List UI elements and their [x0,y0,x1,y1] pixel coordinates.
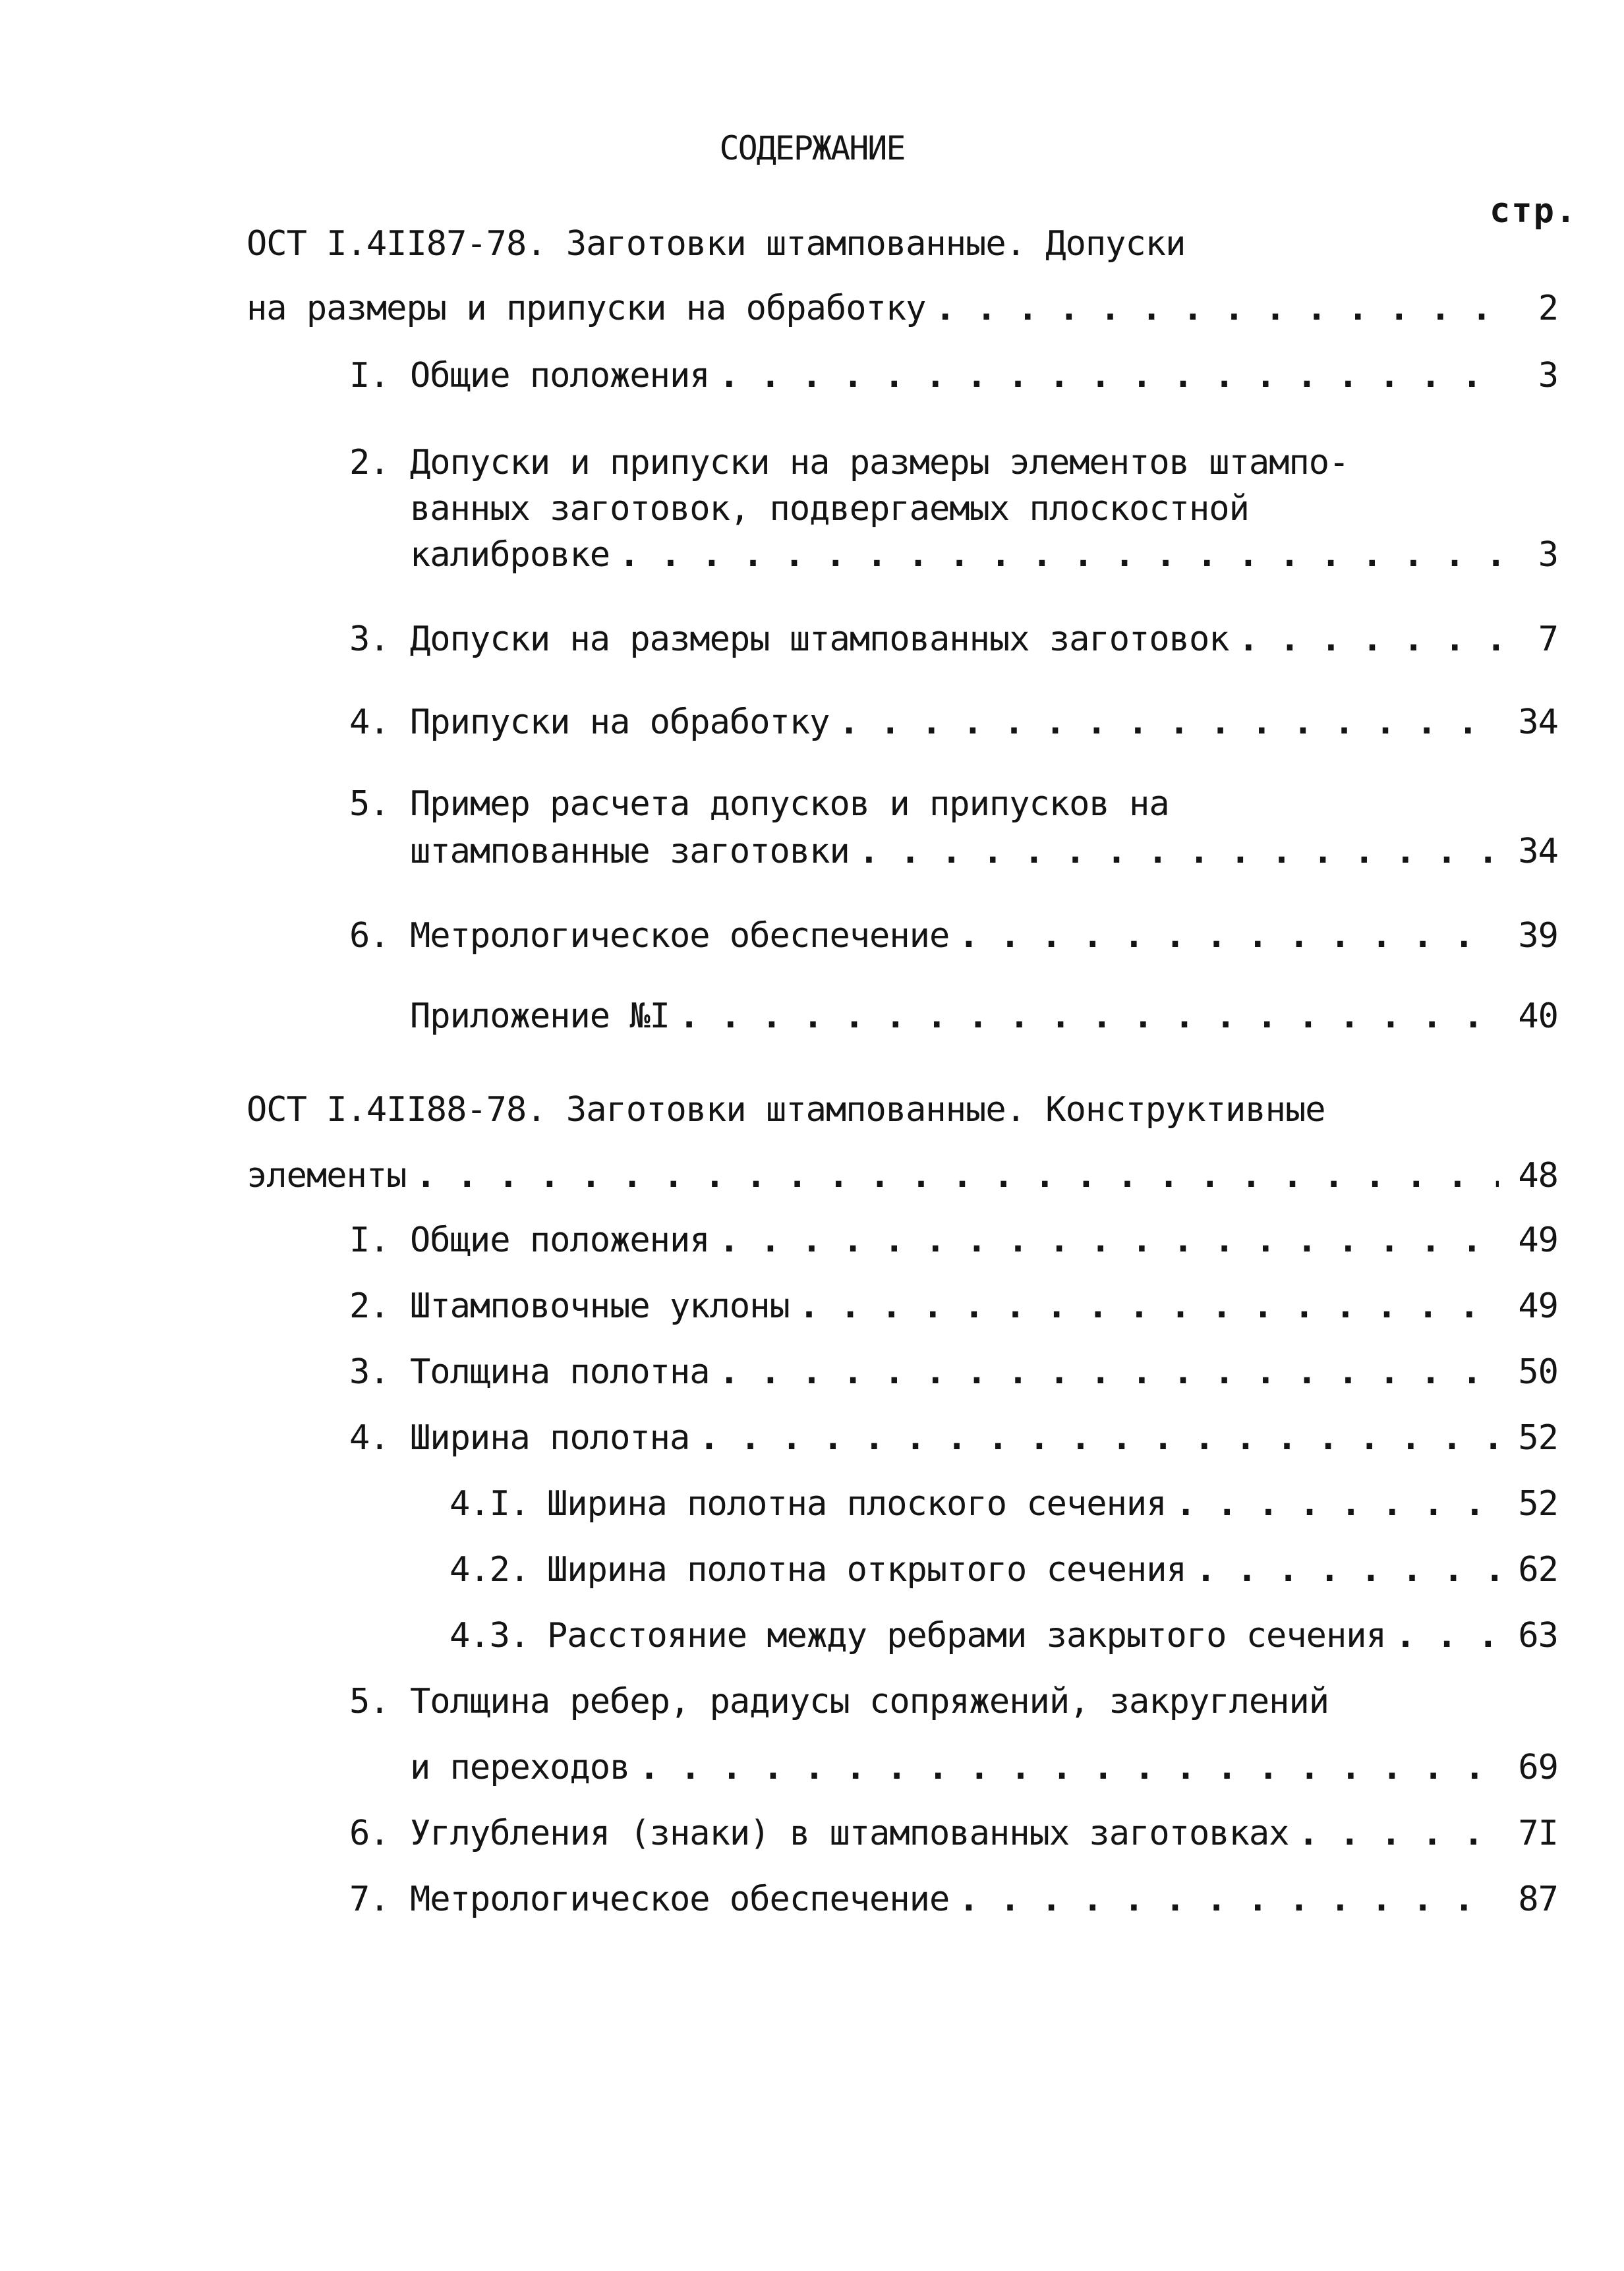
page-number: 49 [1518,1221,1558,1260]
leader-dots [619,535,1499,575]
leader-dots [1176,1484,1499,1524]
page-number: 7 [1538,619,1558,659]
page-column-label: стр. [1490,191,1578,231]
section-heading-entry: на размеры и припуски на обработку . . . 2 [246,289,1558,335]
toc-entry-continuation: ванных заготовок, подвергаемых плоскостной [410,489,1249,529]
page-number: 52 [1518,1484,1558,1524]
toc-entry: 2. Допуски и припуски на размеры элементов штампо- [349,443,1349,482]
leader-dots [1196,1550,1499,1590]
page-number: 34 [1518,832,1558,871]
leader-dots [415,1156,1499,1195]
toc-entry: 5. Пример расчета допусков и припусков на [349,784,1169,824]
toc-entry-continuation: и переходов . . . 69 [410,1748,1558,1794]
page-number: 3 [1538,356,1558,395]
page-number: 34 [1518,703,1558,742]
leader-dots [958,916,1499,956]
leader-dots [719,1221,1499,1260]
page-number: 48 [1518,1156,1558,1195]
leader-dots [935,289,1499,328]
leader-dots [838,703,1499,742]
section-heading-line: ОСТ I.4II87-78. Заготовки штампованные. Допуски [246,224,1186,264]
leader-dots [1238,619,1499,659]
toc-entry: 6. Углубления (знаки) в штампованных заготовках . . . 7I [349,1814,1558,1860]
page-number: 52 [1518,1418,1558,1458]
toc-entry: Приложение №I . . . 40 [410,996,1558,1043]
toc-entry: 2. Штамповочные уклоны . . . 49 [349,1286,1558,1333]
page-number: 87 [1518,1880,1558,1919]
leader-dots [958,1880,1499,1919]
leader-dots [719,356,1499,395]
toc-entry: I. Общие положения . . . 3 [349,356,1558,402]
leader-dots [719,1352,1499,1392]
page-title: СОДЕРЖАНИЕ [719,129,905,167]
page-number: 69 [1518,1748,1558,1787]
page-number: 49 [1518,1286,1558,1326]
leader-dots [799,1286,1499,1326]
leader-dots [699,1418,1499,1458]
page-number: 39 [1518,916,1558,956]
leader-dots [1298,1814,1499,1853]
section-heading-entry: элементы . . . 48 [246,1156,1558,1202]
page-number: 40 [1518,996,1558,1036]
toc-entry: 6. Метрологическое обеспечение . . . 39 [349,916,1558,962]
toc-entry: 3. Толщина полотна . . . 50 [349,1352,1558,1398]
leader-dots [639,1748,1499,1787]
page-number: 62 [1518,1550,1558,1590]
section-heading-line: ОСТ I.4II88-78. Заготовки штампованные. Конструктивные [246,1090,1325,1130]
toc-entry: 7. Метрологическое обеспечение . . . 87 [349,1880,1558,1926]
page-number: 2 [1538,289,1558,328]
toc-subentry: 4.2. Ширина полотна открытого сечения . . . 62 [450,1550,1558,1596]
toc-entry: 3. Допуски на размеры штампованных заготовок . . . 7 [349,619,1558,666]
toc-entry: I. Общие положения . . . 49 [349,1221,1558,1267]
toc-entry: 4. Ширина полотна . . . 52 [349,1418,1558,1464]
toc-entry-continuation: калибровке . . . 3 [410,535,1558,581]
toc-subentry: 4.I. Ширина полотна плоского сечения . . . 52 [450,1484,1558,1530]
leader-dots [1395,1616,1499,1655]
toc-entry-continuation: штампованные заготовки . . . 34 [410,832,1558,878]
toc-entry: 5. Толщина ребер, радиусы сопряжений, закруглений [349,1682,1329,1721]
page-number: 7I [1518,1814,1558,1853]
page-number: 3 [1538,535,1558,575]
toc-subentry: 4.3. Расстояние между ребрами закрытого сечения . . . 63 [450,1616,1558,1662]
leader-dots [679,996,1499,1036]
leader-dots [859,832,1499,871]
page-number: 63 [1518,1616,1558,1655]
page-number: 50 [1518,1352,1558,1392]
toc-entry: 4. Припуски на обработку . . . 34 [349,703,1558,749]
